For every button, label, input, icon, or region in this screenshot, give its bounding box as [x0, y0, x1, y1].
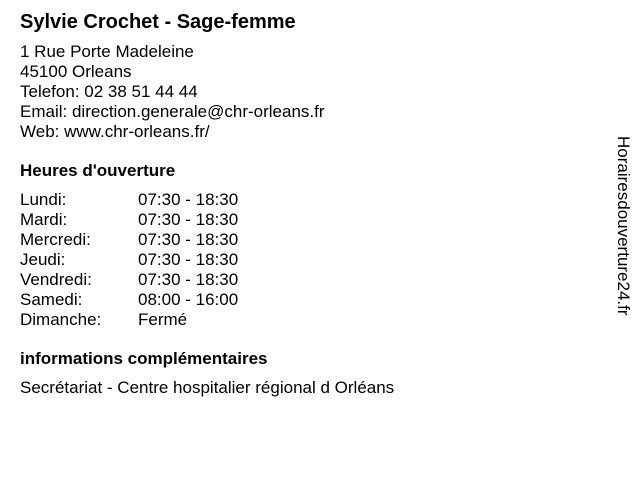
business-card — [20, 10, 600, 398]
hours-time: 07:30 - 18:30 — [138, 270, 239, 289]
website-link[interactable]: www.chr-orleans.fr/ — [64, 122, 210, 141]
hours-heading: Heures d'ouverture — [20, 161, 176, 180]
hours-row — [20, 270, 600, 290]
email-link[interactable]: direction.generale@chr-orleans.fr — [71, 102, 325, 121]
address-line-1: 1 Rue Porte Madeleine — [20, 42, 194, 61]
hours-row — [20, 210, 600, 230]
web-label: Web: — [20, 122, 65, 141]
page-title: Sylvie Crochet - Sage-femme — [20, 11, 296, 33]
hours-table — [20, 190, 600, 330]
hours-row — [20, 290, 600, 310]
hours-time: 08:00 - 16:00 — [138, 290, 239, 309]
web-line — [20, 122, 600, 142]
hours-day: Jeudi: — [20, 250, 66, 269]
hours-row — [20, 310, 600, 330]
hours-row — [20, 190, 600, 210]
hours-day: Lundi: — [20, 190, 67, 209]
brand-watermark: Horairesdouverture24.fr — [614, 136, 633, 316]
hours-day: Mardi: — [20, 210, 68, 229]
hours-time: 07:30 - 18:30 — [138, 230, 239, 249]
email-label: Email: — [20, 102, 72, 121]
phone-line: Telefon: 02 38 51 44 44 — [20, 82, 198, 101]
hours-day: Samedi: — [20, 290, 83, 309]
hours-time: 07:30 - 18:30 — [138, 210, 239, 229]
extra-info-heading: informations complémentaires — [20, 349, 268, 368]
address-line-2: 45100 Orleans — [20, 62, 132, 81]
hours-time: 07:30 - 18:30 — [138, 190, 239, 209]
hours-row — [20, 250, 600, 270]
extra-info-text: Secrétariat - Centre hospitalier régional d Orléans — [20, 378, 395, 397]
hours-time: Fermé — [138, 310, 188, 329]
hours-row — [20, 230, 600, 250]
email-line — [20, 102, 600, 122]
hours-day: Dimanche: — [20, 310, 102, 329]
hours-day: Vendredi: — [20, 270, 92, 289]
hours-time: 07:30 - 18:30 — [138, 250, 239, 269]
hours-day: Mercredi: — [20, 230, 91, 249]
